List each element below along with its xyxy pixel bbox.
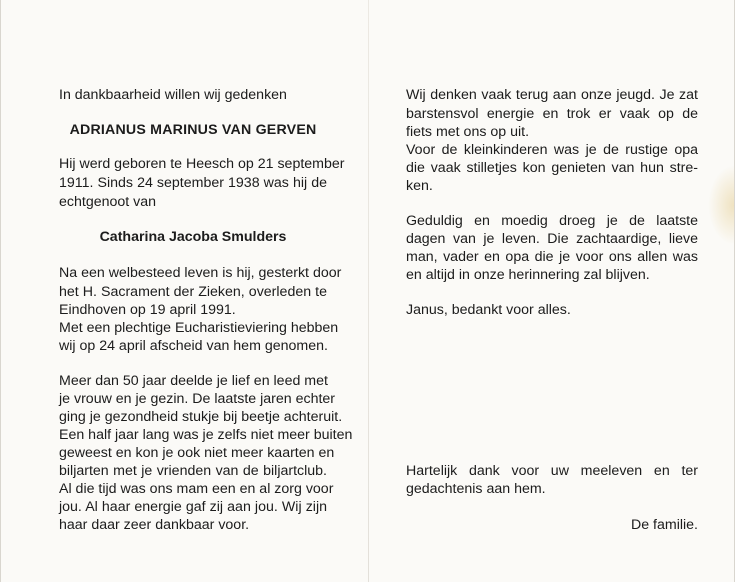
card-fold-line xyxy=(368,0,369,582)
youth-line: Voor de kleinkinderen was je de rustige opa xyxy=(406,142,698,158)
birth-line: Hij werd geboren te Heesch op 21 september xyxy=(59,156,345,172)
youth-line: fiets met ons op uit. xyxy=(406,124,530,140)
thanks-line: gedachtenis aan hem. xyxy=(406,481,546,497)
youth-line: Wij denken vaak terug aan onze jeugd. Je zat xyxy=(406,87,698,103)
death-line: wij op 24 april afscheid van hem genomen. xyxy=(59,338,328,354)
patience-line: en altijd in onze herinnering zal blijven. xyxy=(406,267,650,283)
birth-line: echtgenoot van xyxy=(59,194,157,210)
death-line: Eindhoven op 19 april 1991. xyxy=(59,302,236,318)
memory-line: ging je gezondheid stukje bij beetje achteruit. xyxy=(59,409,343,425)
memory-line: Al die tijd was ons mam een en al zorg voor xyxy=(59,481,334,497)
memory-line: je vrouw en je gezin. De laatste jaren echter xyxy=(59,391,336,407)
youth-line: barstensvol energie en trok er vaak op de xyxy=(406,106,698,122)
farewell-line: Janus, bedankt voor alles. xyxy=(406,302,571,318)
memory-line: Meer dan 50 jaar deelde je lief en leed met xyxy=(59,373,328,389)
youth-line: die vaak stilletjes kon genieten van hun stre- xyxy=(406,160,698,176)
heading: In dankbaarheid willen wij gedenken xyxy=(59,87,287,103)
memory-line: biljarten met je vrienden van de biljartclub. xyxy=(59,463,327,479)
memory-line: geweest en kon je ook niet meer kaarten en xyxy=(59,445,335,461)
birth-line: 1911. Sinds 24 september 1938 was hij de xyxy=(59,175,327,191)
patience-line: dagen van je leven. Die zachtaardige, lieve xyxy=(406,231,698,247)
paper-stain xyxy=(708,165,734,245)
memory-line: Een half jaar lang was je zelfs niet meer buiten xyxy=(59,427,353,443)
spouse-name: Catharina Jacoba Smulders xyxy=(99,229,287,245)
deceased-name: ADRIANUS MARINUS VAN GERVEN xyxy=(69,122,317,138)
patience-line: Geduldig en moedig droeg je de laatste xyxy=(406,213,698,229)
thanks-line: Hartelijk dank voor uw meeleven en ter xyxy=(406,463,698,479)
signature: De familie. xyxy=(630,517,698,533)
death-line: Met een plechtige Eucharistieviering hebben xyxy=(59,320,339,336)
patience-line: man, vader en opa die je voor ons allen was xyxy=(406,249,698,265)
memory-line: jou. Al haar energie gaf zij aan jou. Wij zijn xyxy=(59,499,327,515)
death-line: Na een welbesteed leven is hij, gesterkt door xyxy=(59,265,342,281)
youth-line: ken. xyxy=(406,178,433,194)
memory-line: haar daar zeer dankbaar voor. xyxy=(59,517,250,533)
death-line: het H. Sacrament der Zieken, overleden te xyxy=(59,284,327,300)
